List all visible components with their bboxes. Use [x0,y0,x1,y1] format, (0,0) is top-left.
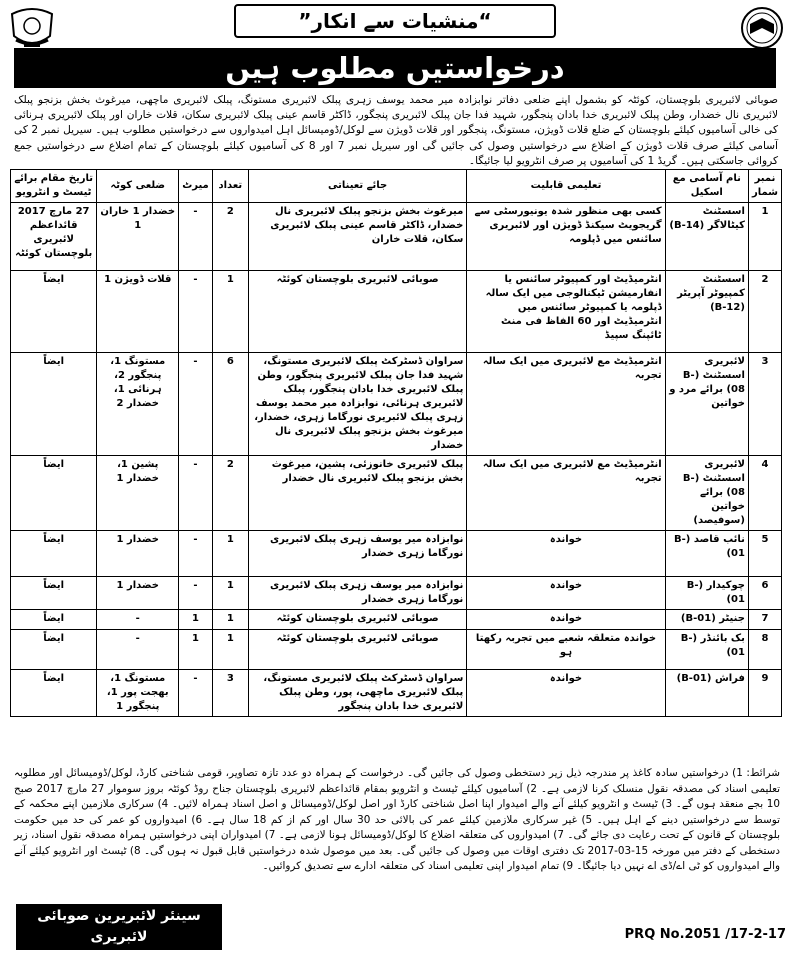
table-row [11,630,782,670]
page-title: درخواستیں مطلوب ہیں [14,48,776,88]
cell-test-date: ایضاً [11,456,97,531]
cell-qualification: انٹرمیڈیٹ مع لائبریری میں ایک سالہ تجربہ [467,456,665,531]
cell-quantity: 1 [212,577,248,610]
table-row [11,670,782,717]
cell-quota: - [97,610,179,630]
cell-quota: مستونگ 1، پنجگور 2، ہرنائی 1، خضدار 2 [97,353,179,456]
cell-posting-place: سراوان ڈسٹرکٹ پبلک لائبریری مستونگ، شہید فدا جان پبلک لائبریری پنجگور، وطن پبلک لائبریری خدا بادان پنجگور، پبلک لائبریری ہرنائی، نوابزادہ میر محمد یوسف زہری پبلک لائبریری نورگاما زہری، خضدار، میرغوث بخش بزنجو پبلک لائبریری نال خضدار [248,353,466,456]
cell-merit: - [179,203,213,271]
cell-posting-place: سراوان ڈسٹرکٹ پبلک لائبریری مستونگ، پبلک لائبریری ماچھی، پور، وطن پبلک لائبریری خدا بادان پنجگور [248,670,466,717]
cell-num: 7 [748,610,781,630]
cell-post: لائبریری اسسٹنٹ (B-08) برائے خواتین (سوفیصد) [665,456,748,531]
cell-num: 6 [748,577,781,610]
cell-num: 9 [748,670,781,717]
cell-post: اسسٹنٹ کیٹالاگر (B-14) [665,203,748,271]
col-header-posting-place: جائے تعیناتی [248,170,466,203]
government-emblem-icon [6,6,58,50]
library-logo-icon [736,6,788,50]
cell-test-date: 27 مارچ 2017 قائداعظم لائبریری بلوچستان کوئٹہ [11,203,97,271]
col-header-merit: میرٹ [179,170,213,203]
slogan-box: “منشیات سے انکار” [234,4,556,38]
cell-quota: - [97,630,179,670]
cell-merit: 1 [179,610,213,630]
cell-quota: قلات ڈویژن 1 [97,271,179,353]
cell-qualification: خواندہ [467,577,665,610]
vacancies-table [10,169,782,717]
col-header-post: نام آسامی مع اسکیل [665,170,748,203]
cell-test-date: ایضاً [11,531,97,577]
cell-qualification: خواندہ [467,670,665,717]
cell-quantity: 2 [212,203,248,271]
cell-qualification: خواندہ متعلقہ شعبے میں تجربہ رکھتا ہو [467,630,665,670]
cell-qualification: انٹرمیڈیٹ اور کمپیوٹر سائنس یا انفارمیشن ٹیکنالوجی میں ایک سالہ ڈپلومہ یا کمپیوٹر سائنس میں انٹرمیڈیٹ اور 60 الفاظ فی منٹ ٹائپنگ سپیڈ [467,271,665,353]
cell-quantity: 1 [212,271,248,353]
authority-line-1: سینئر لائبریرین صوبائی لائبریری [37,908,201,945]
cell-qualification: انٹرمیڈیٹ مع لائبریری میں ایک سالہ تجربہ [467,353,665,456]
cell-qualification: کسی بھی منظور شدہ یونیورسٹی سے گریجویٹ سیکنڈ ڈویژن اور لائبریری سائنس میں ڈپلومہ [467,203,665,271]
cell-quota: خضدار 1 [97,577,179,610]
cell-posting-place: میرغوث بخش بزنجو پبلک لائبریری نال خضدار، ڈاکٹر قاسم عینی پبلک لائبریری سکان، قلات خاران [248,203,466,271]
cell-merit: - [179,271,213,353]
table-row [11,271,782,353]
table-row [11,610,782,630]
cell-quantity: 1 [212,630,248,670]
table-header-row [11,170,782,203]
cell-posting-place: صوبائی لائبریری بلوچستان کوئٹہ [248,610,466,630]
cell-test-date: ایضاً [11,610,97,630]
authority-line-2: بلوچستان کوئٹہ [65,950,173,966]
cell-qualification: خواندہ [467,531,665,577]
cell-quantity: 1 [212,531,248,577]
table-row [11,353,782,456]
cell-test-date: ایضاً [11,670,97,717]
cell-test-date: ایضاً [11,271,97,353]
cell-posting-place: صوبائی لائبریری بلوچستان کوئٹہ [248,271,466,353]
table-row [11,577,782,610]
cell-num: 5 [748,531,781,577]
cell-test-date: ایضاً [11,630,97,670]
cell-quantity: 1 [212,610,248,630]
col-header-qualification: تعلیمی قابلیت [467,170,665,203]
cell-merit: - [179,353,213,456]
prq-number: PRQ No.2051 /17-2-17 [624,927,786,942]
cell-post: بک بائنڈر (B-01) [665,630,748,670]
table-row [11,531,782,577]
cell-post: لائبریری اسسٹنٹ (B-08) برائے مرد و خواتین [665,353,748,456]
cell-quota: خضدار 1 [97,531,179,577]
cell-posting-place: نوابزادہ میر یوسف زہری پبلک لائبریری نورگاما زہری خضدار [248,577,466,610]
cell-num: 2 [748,271,781,353]
cell-posting-place: نوابزادہ میر یوسف زہری پبلک لائبریری نورگاما زہری خضدار [248,531,466,577]
cell-test-date: ایضاً [11,353,97,456]
col-header-test-date: تاریخ مقام برائے ٹیسٹ و انٹرویو [11,170,97,203]
cell-merit: 1 [179,630,213,670]
cell-merit: - [179,531,213,577]
cell-num: 3 [748,353,781,456]
cell-post: چوکیدار (B-01) [665,577,748,610]
cell-num: 4 [748,456,781,531]
col-header-quota: ضلعی کوٹہ [97,170,179,203]
col-header-num: نمبر شمار [748,170,781,203]
cell-num: 1 [748,203,781,271]
cell-post: نائب قاصد (B-01) [665,531,748,577]
cell-quantity: 6 [212,353,248,456]
cell-quota: مستونگ 1، بھجت پور 1، پنجگور 1 [97,670,179,717]
cell-posting-place: پبلک لائبریری خانوزئی، پشین، میرغوث بخش بزنجو پبلک لائبریری نال خضدار [248,456,466,531]
terms-and-conditions: شرائط: 1) درخواستیں سادہ کاغذ پر مندرجہ ذیل زیر دستخطی وصول کی جائیں گی۔ درخواست کے ہمراہ دو عدد تازہ تصاویر، قومی شناختی کارڈ، لوکل/ڈومیسائل اور مطلوبہ تعلیمی اسناد کی مصدقہ نقول منسلک کرنا لازمی ہے۔ 2) آسامیوں کیلئے ٹیسٹ و انٹرویو بمقام قائداعظم لائبریری بلوچستان جناح روڈ کوئٹہ بروز سوموار 27 مارچ 2017 صبح 10 بجے منعقد ہوں گے۔ 3) ٹیسٹ و انٹرویو کیلئے آنے والے امیدوار اپنا اصل شناختی کارڈ اور اصل لوکل/ڈومیسائل و اصل اسناد ہمراہ لائیں۔ 4) سرکاری ملازمین اپنے محکمہ کے توسط سے درخواستیں دینے کے اہل ہیں۔ 5) غیر سرکاری ملازمین کیلئے عمر کی بالائی حد 30 سال اور کم از کم 18 سال ہے۔ 6) امیدواروں کو عمر کی حد میں حکومت بلوچستان کے قانون کے تحت رعایت دی جائے گی۔ 7) امیدواروں کی متعلقہ اضلاع کا لوکل/ڈومیسائل ہونا لازمی ہے۔ 7) امیدواران اپنی درخواستیں ہمراہ مصدقہ نقول اسناد، زیر دستخطی کے دفتر میں مورخہ 15-03-2017 تک دفتری اوقات میں وصول کی جائیں گی۔ بعد میں موصول شدہ درخواستیں قابل قبول نہ ہوں گی۔ 8) ٹیسٹ اور انٹرویو کیلئے آنے والے امیدواروں کو ٹی اے/ڈی اے نہیں دیا جائیگا۔ 9) تمام امیدوار اپنی تعلیمی اسناد کی متعلقہ ادارے سے تصدیق کروائیں۔ [14,767,781,872]
table-row [11,456,782,531]
cell-post: فراش (B-01) [665,670,748,717]
issuing-authority [16,904,222,966]
cell-qualification: خواندہ [467,610,665,630]
intro-paragraph: صوبائی لائبریری بلوچستان، کوئٹہ کو بشمول اپنے ضلعی دفاتر نوابزادہ میر محمد یوسف زہری پبلک لائبریری مستونگ، پبلک لائبریری ماچھی، میرغوث بخش بزنجو پبلک لائبریری نال خضدار، وطن پبلک لائبریری خدا بادان پنجگور، شہید فدا جان پبلک لائبریری پنجگور، ڈاکٹر قاسم عینی پبلک لائبریری سکان، قلات خاران اور پبلک لائبریری ہرنائی کی خالی آسامیوں کیلئے بلوچستان کے ضلع قلات ڈویژن، مستونگ، پنجگور اور قلات ڈویژن سے لوکل/ڈومیسائل اہل امیدواروں سے درخواستیں مطلوب ہیں۔ سیریل نمبر 2 کی آسامی کیلئے صرف قلات ڈویژن کے اضلاع سے درخواستیں وصول کی جائیں گی اور سیریل نمبر 7 اور 8 کی آسامیوں کیلئے بلوچستان کے تمام اضلاع سے درخواستیں جمع کروائی جاسکتی ہیں۔ گریڈ 1 کی آسامیوں پر صرف انٹرویو لیا جائیگا۔ [14,94,779,167]
cell-quantity: 3 [212,670,248,717]
cell-post: جنیٹر (B-01) [665,610,748,630]
cell-merit: - [179,670,213,717]
table-row [11,203,782,271]
cell-merit: - [179,577,213,610]
cell-merit: - [179,456,213,531]
col-header-quantity: تعداد [212,170,248,203]
cell-test-date: ایضاً [11,577,97,610]
cell-post: اسسٹنٹ کمپیوٹر آپریٹر (B-12) [665,271,748,353]
cell-posting-place: صوبائی لائبریری بلوچستان کوئٹہ [248,630,466,670]
cell-quantity: 2 [212,456,248,531]
cell-num: 8 [748,630,781,670]
cell-quota: پشین 1، خضدار 1 [97,456,179,531]
cell-quota: خضدار 1 خاران 1 [97,203,179,271]
